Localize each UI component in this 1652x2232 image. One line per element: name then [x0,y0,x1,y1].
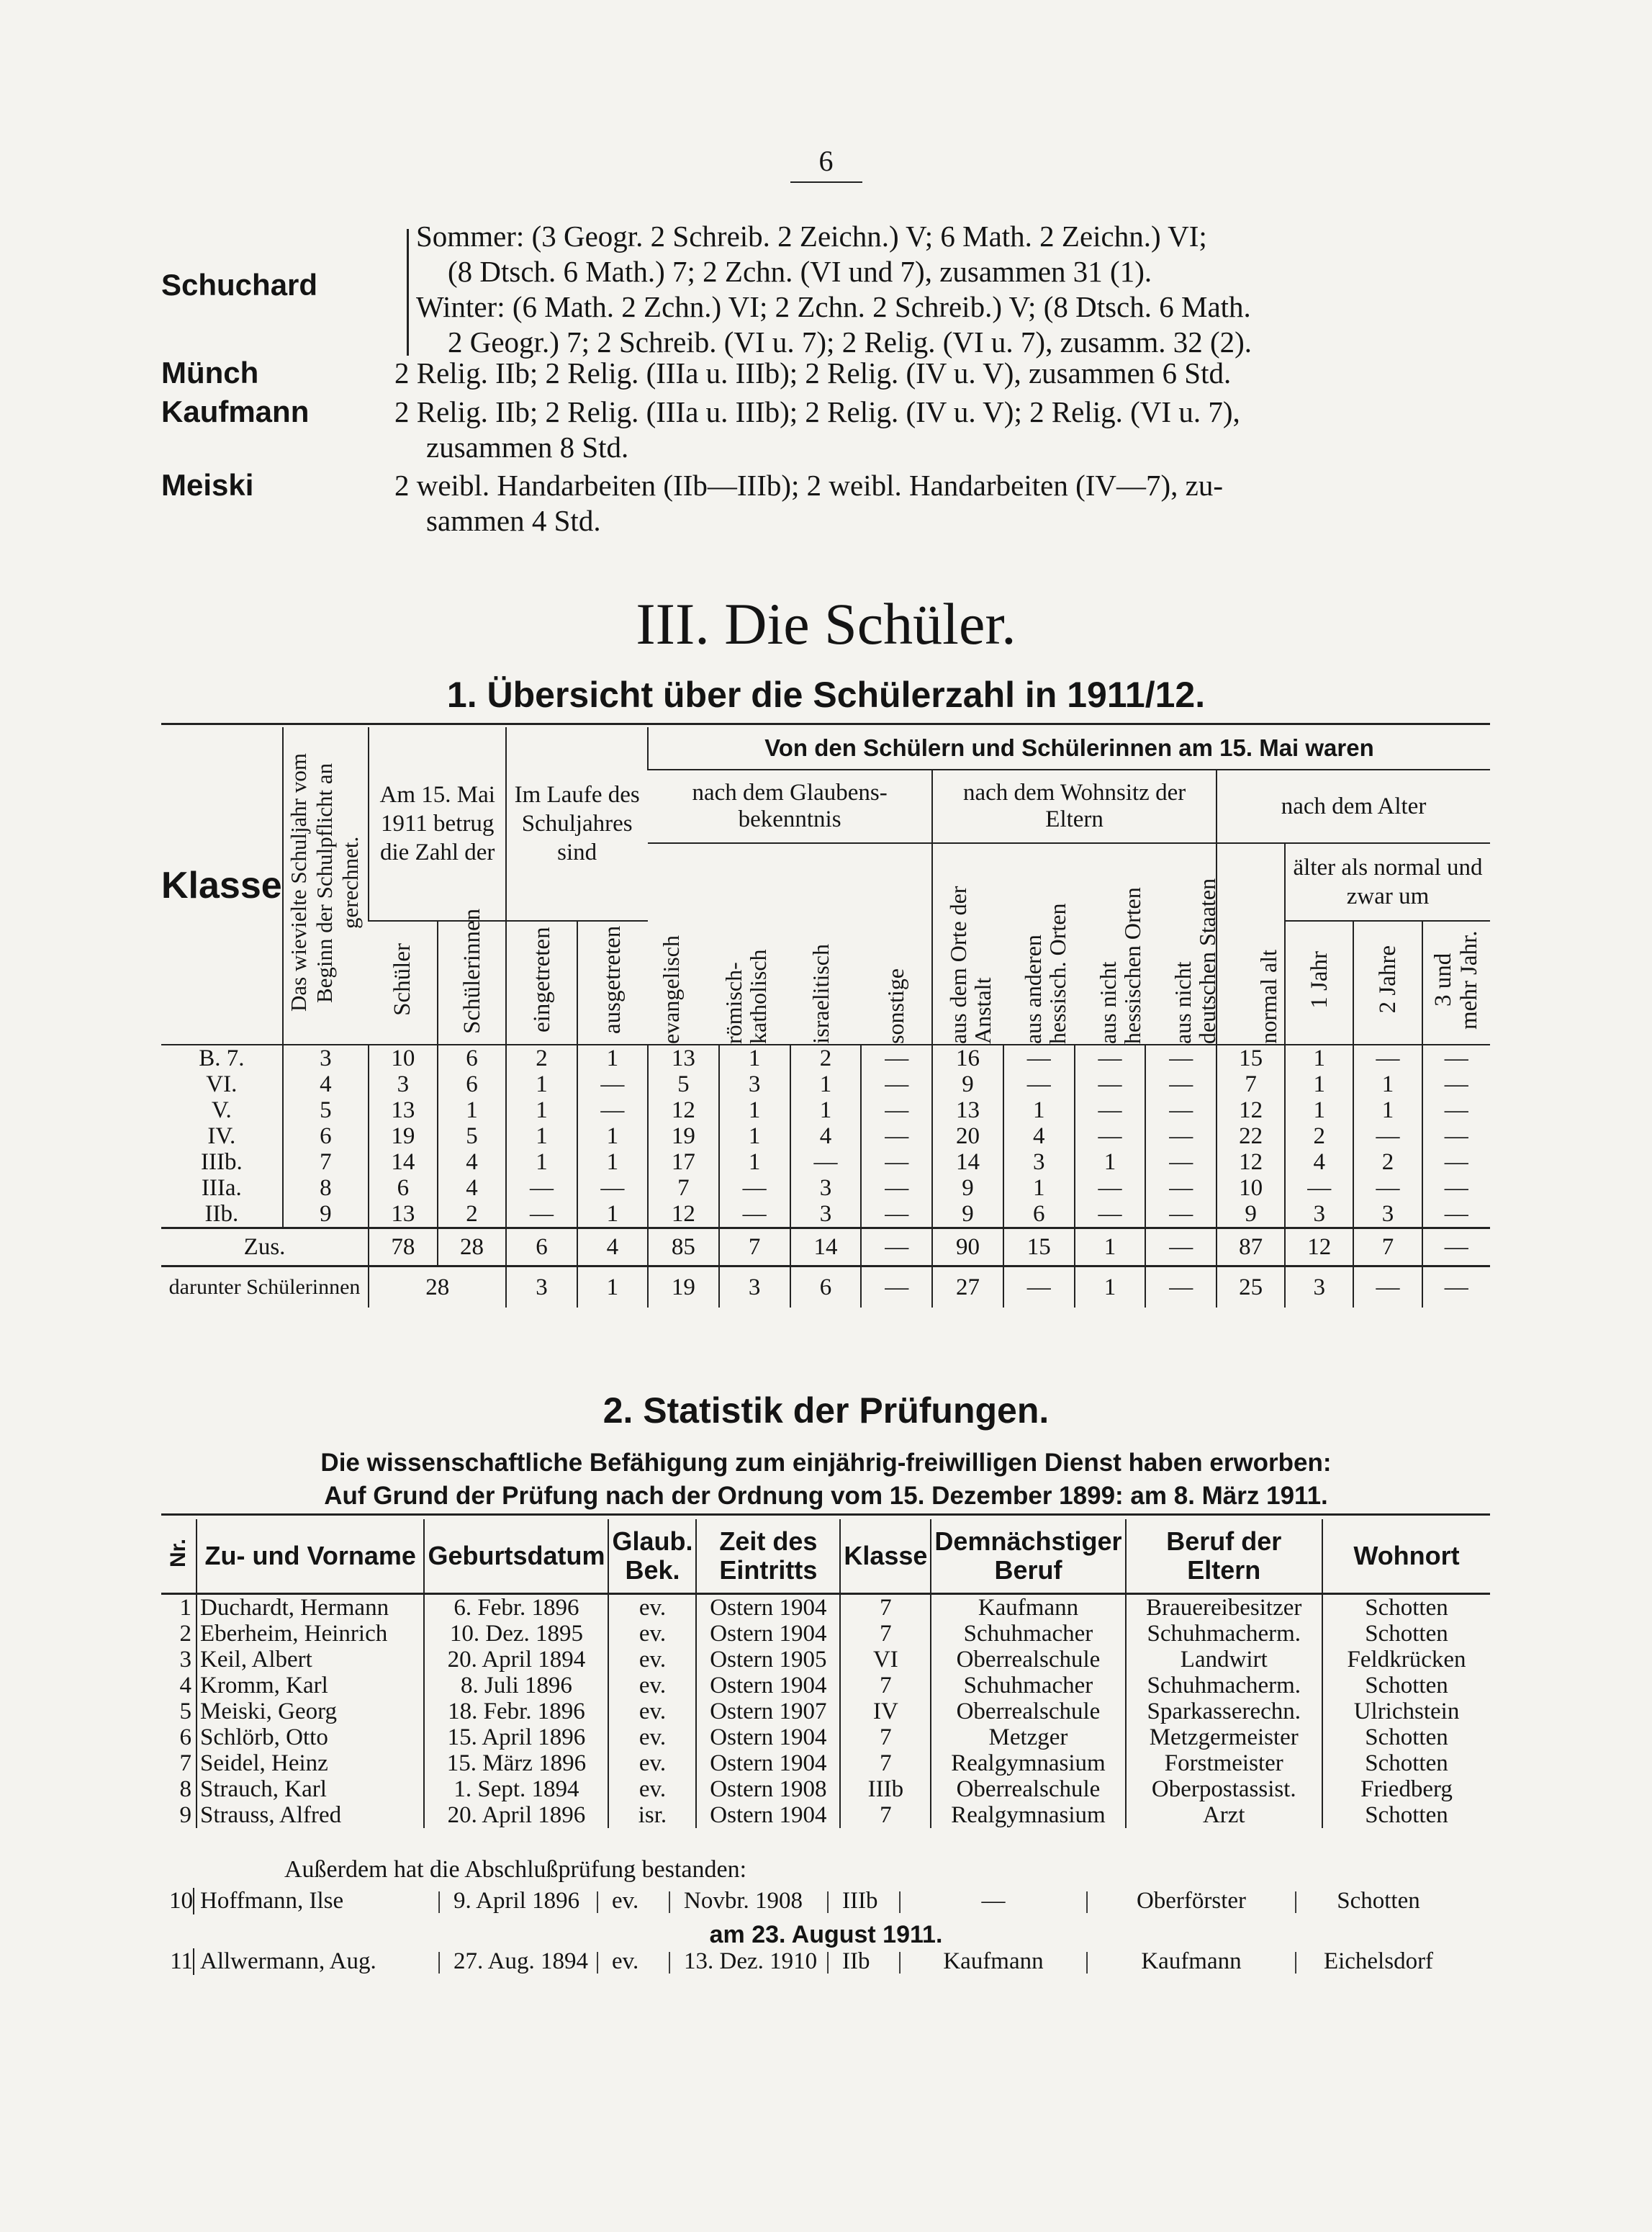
header-aelter: älter als normal und zwar um [1285,843,1490,921]
teacher-assignment [416,219,1252,360]
col-evangelisch: evangelisch [658,935,684,1044]
assignment-line: 2 Relig. IIb; 2 Relig. (IIIa u. IIIb); 2 Relig. (IV u. V), zusammen 6 Std. [394,356,1232,390]
table-row: 3 Keil, Albert 20. April 1894 ev. Ostern 1905 VI Oberrealschule Landwirt Feldkrücken [161,1647,1490,1673]
table-row: 6 Schlörb, Otto 15. April 1896 ev. Ostern 1904 7 Metzger Metzgermeister Schotten [161,1724,1490,1750]
table-row: IIIb. 7 14 4 1 1 17 1 — — 14 3 1 — 12 4 2 — [161,1149,1490,1175]
vertical-header-group [633,864,1232,1050]
header-alter: nach dem Alter [1217,770,1490,843]
col-sonstige: sonstige [883,968,908,1044]
assignment-line: Winter: (6 Math. 2 Zchn.) VI; 2 Zchn. 2 Schreib.) V; (8 Dtsch. 6 Math. [416,290,1251,323]
table-row: 1 Duchardt, Hermann 6. Febr. 1896 ev. Ostern 1904 7 Kaufmann Brauereibesitzer Schotten [161,1594,1490,1621]
col-beruf-eltern: Beruf der Eltern [1126,1519,1323,1594]
header-klasse: Klasse [161,727,283,1045]
table-row: B. 7. 3 10 6 2 1 13 1 2 — 16 — — — 15 1 — — [161,1045,1490,1071]
table-row: 8 Strauch, Karl 1. Sept. 1894 ev. Ostern 1908 IIIb Oberrealschule Oberpostassist. Friedberg [161,1776,1490,1802]
teacher-name: Meiski [161,468,254,502]
last-row: 11 Allwermann, Aug. | 27. Aug. 1894 | ev. | 13. Dez. 1910 | IIb | Kaufmann | Kaufmann | Eichelsdorf [170,1948,1434,1974]
section-title: III. Die Schüler. [636,591,1016,657]
extra-note: Außerdem hat die Abschlußprüfung bestanden: [284,1856,747,1883]
table2-title: 2. Statistik der Prüfungen. [602,1390,1050,1431]
col-beruf: Demnächstiger Beruf [931,1519,1125,1594]
extra-row: 10 Hoffmann, Ilse | 9. April 1896 | ev. | Novbr. 1908 | IIIb | — | Oberförster | Schotten [169,1888,1420,1914]
teacher-name: Münch [161,356,259,390]
table-row: 7 Seidel, Heinz 15. März 1896 ev. Ostern 1904 7 Realgymnasium Forstmeister Schotten [161,1750,1490,1776]
exam-note-2: Auf Grund der Prüfung nach der Ordnung vom 15. Dezember 1899: am 8. März 1911. [324,1482,1328,1510]
col-eingetreten: eingetreten [506,921,577,1045]
header-wohnsitz: nach dem Wohnsitz der Eltern [932,770,1217,843]
col-glaub: Glaub. Bek. [608,1519,696,1594]
header-von: Von den Schülern und Schülerinnen am 15. Mai waren [648,727,1490,770]
header-laufe: Im Laufe des Schuljahres sind [506,727,648,921]
table-row: 4 Kromm, Karl 8. Juli 1896 ev. Ostern 1904 7 Schuhmacher Schuhmacherm. Schotten [161,1673,1490,1698]
col-wohnort: Wohnort [1322,1519,1490,1594]
exam-note-1: Die wissenschaftliche Befähigung zum einjährig-freiwilligen Dienst haben erworben: [320,1449,1332,1477]
exam-table [161,1519,1490,1828]
col-orte-anstalt: aus dem Orte der Anstalt [945,886,996,1044]
table-row: VI. 4 3 6 1 — 5 3 1 — 9 — — — 7 1 1 — [161,1071,1490,1097]
table-row: IV. 6 19 5 1 1 19 1 4 — 20 4 — — 22 2 — — [161,1123,1490,1149]
teacher-assignment [394,468,1223,539]
header-glaubens: nach dem Glaubensbekenntnis [648,770,932,843]
col-schueler: Schüler [369,921,438,1045]
page-number: 6 [818,145,834,177]
header-schuljahr: Das wievielte Schuljahr vom Beginn der Schulpflicht an gerechnet. [283,727,369,1045]
col-age-2: 2 Jahre [1353,921,1422,1045]
table1-title: 1. Übersicht über die Schülerzahl in 1911/12. [446,675,1206,715]
sum-row: Zus. 78 28 6 4 85 7 14 — 90 15 1 — 87 12 7 — [161,1228,1490,1266]
assignment-line: sammen 4 Std. [426,504,601,537]
col-eintritt: Zeit des Eintritts [696,1519,840,1594]
col-age-1: 1 Jahr [1285,921,1353,1045]
table-row: 5 Meiski, Georg 18. Febr. 1896 ev. Ostern 1907 IV Oberrealschule Sparkasserechn. Ulrichstein [161,1698,1490,1724]
col-schuelerinnen: Schülerinnen [438,921,507,1045]
col-klasse: Klasse [840,1519,931,1594]
table1-top-rule [161,723,1490,725]
table-row: 9 Strauss, Alfred 20. April 1896 isr. Ostern 1904 7 Realgymnasium Arzt Schotten [161,1802,1490,1828]
col-hessisch: aus anderen hessisch. Orten [1020,903,1070,1044]
page-number-rule [790,181,862,183]
col-katholisch: römisch-katholisch [721,949,771,1044]
col-geburtsdatum: Geburtsdatum [424,1519,608,1594]
teacher-name: Schuchard [161,268,318,302]
brace [407,229,409,356]
col-nr: Nr. [161,1519,197,1594]
assignment-line: (8 Dtsch. 6 Math.) 7; 2 Zchn. (VI und 7), zusammen 31 (1). [448,255,1152,288]
date-note: am 23. August 1911. [709,1921,943,1948]
assignment-line: Sommer: (3 Geogr. 2 Schreib. 2 Zeichn.) V; 6 Math. 2 Zeichn.) VI; [416,220,1207,253]
table-row: IIIa. 8 6 4 — — 7 — 3 — 9 1 — — 10 — — — [161,1175,1490,1201]
col-name: Zu- und Vorname [197,1519,424,1594]
assignment-line: 2 Geogr.) 7; 2 Schreib. (VI u. 7); 2 Relig. (VI u. 7), zusamm. 32 (2). [448,325,1252,359]
header-am: Am 15. Mai 1911 betrug die Zahl der [369,727,506,921]
assignment-line: zusammen 8 Std. [426,431,629,464]
col-age-3: 3 und mehr Jahr. [1422,921,1490,1045]
col-normal-alt: normal alt [1255,950,1281,1044]
teacher-name: Kaufmann [161,395,310,428]
col-nicht-hessisch: aus nicht hessischen Orten [1095,887,1145,1044]
table-row: V. 5 13 1 1 — 12 1 1 — 13 1 — — 12 1 1 — [161,1097,1490,1123]
col-israelitisch: israelitisch [808,944,834,1044]
col-nicht-deutsch: aus nicht deutschen Staaten [1170,878,1220,1044]
col-ausgetreten: ausgetreten [577,921,648,1045]
teacher-assignment [394,395,1240,465]
girls-row: darunter Schülerinnen 28 3 1 19 3 6 — 27 — 1 — 25 3 — — [161,1266,1490,1308]
table-row: 2 Eberheim, Heinrich 10. Dez. 1895 ev. Ostern 1904 7 Schuhmacher Schuhmacherm. Schotten [161,1621,1490,1647]
table-row: IIb. 9 13 2 — 1 12 — 3 — 9 6 — — 9 3 3 — [161,1201,1490,1228]
assignment-line: 2 weibl. Handarbeiten (IIb—IIIb); 2 weibl. Handarbeiten (IV—7), zu- [394,469,1223,502]
assignment-line: 2 Relig. IIb; 2 Relig. (IIIa u. IIIb); 2 Relig. (IV u. V); 2 Relig. (VI u. 7), [394,395,1240,428]
table2-top-rule [161,1513,1490,1516]
